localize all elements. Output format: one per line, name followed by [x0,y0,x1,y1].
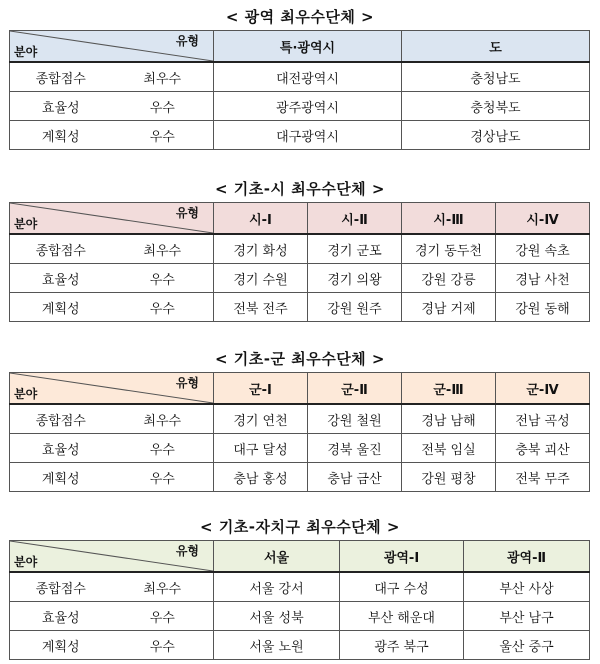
table-cell: 서울 성북 [214,602,340,631]
table-cell: 경기 화성 [214,234,308,264]
table-cell: 강원 철원 [308,404,402,434]
table-cell: 대구광역시 [214,121,402,150]
table-title-district: < 기초-자치구 최우수단체 > [200,518,400,536]
table-cell: 대구 달성 [214,434,308,463]
header-diagonal-cell [10,373,214,405]
table-cell: 경상남도 [402,121,590,150]
column-header: 시-Ⅳ [496,203,590,235]
table-cell: 광주광역시 [214,92,402,121]
table-cell: 강원 강릉 [402,264,496,293]
table-cell: 경기 수원 [214,264,308,293]
field-label: 분야 [14,387,38,401]
table-cell: 부산 사상 [464,572,590,602]
row-label: 효율성 우수 [10,92,214,121]
row-label: 계획성 우수 [10,293,214,322]
table-cell: 충청북도 [402,92,590,121]
column-header: 군-Ⅲ [402,373,496,405]
table-cell: 서울 강서 [214,572,340,602]
table-cell: 충청남도 [402,62,590,92]
type-label: 유형 [175,376,199,390]
row-label: 종합점수 최우수 [10,572,214,602]
table-cell: 경기 군포 [308,234,402,264]
table-cell: 강원 동해 [496,293,590,322]
row-label: 효율성 우수 [10,434,214,463]
table-title-city: < 기초-시 최우수단체 > [215,180,385,198]
column-header: 도 [402,31,590,63]
city-table [9,202,590,322]
table-cell: 강원 속초 [496,234,590,264]
column-header: 시-Ⅰ [214,203,308,235]
row-label: 종합점수 최우수 [10,234,214,264]
row-label: 계획성 우수 [10,121,214,150]
table-title-metro: < 광역 최우수단체 > [225,8,375,26]
column-header: 시-Ⅱ [308,203,402,235]
row-label: 효율성 우수 [10,264,214,293]
table-cell: 충남 홍성 [214,463,308,492]
table-cell: 부산 남구 [464,602,590,631]
column-header: 군-Ⅳ [496,373,590,405]
field-label: 분야 [14,555,38,569]
column-header: 서울 [214,541,340,573]
table-cell: 서울 노원 [214,631,340,660]
row-label: 종합점수 최우수 [10,62,214,92]
row-label: 계획성 우수 [10,631,214,660]
row-label: 계획성 우수 [10,463,214,492]
table-cell: 전남 곡성 [496,404,590,434]
table-cell: 대구 수성 [340,572,464,602]
column-header: 시-Ⅲ [402,203,496,235]
column-header: 특·광역시 [214,31,402,63]
table-title-county: < 기초-군 최우수단체 > [215,350,385,368]
table-cell: 경기 동두천 [402,234,496,264]
table-cell: 부산 해운대 [340,602,464,631]
table-cell: 강원 평창 [402,463,496,492]
header-diagonal-cell [10,541,214,573]
field-label: 분야 [14,45,38,59]
table-cell: 울산 중구 [464,631,590,660]
table-cell: 충남 금산 [308,463,402,492]
table-cell: 충북 괴산 [496,434,590,463]
table-cell: 경남 사천 [496,264,590,293]
type-label: 유형 [175,544,199,558]
column-header: 광역-Ⅰ [340,541,464,573]
table-cell: 대전광역시 [214,62,402,92]
table-cell: 전북 무주 [496,463,590,492]
type-label: 유형 [175,34,199,48]
metro-table [9,30,590,150]
column-header: 군-Ⅰ [214,373,308,405]
district-table [9,540,590,660]
type-label: 유형 [175,206,199,220]
county-table [9,372,590,492]
column-header: 군-Ⅱ [308,373,402,405]
table-cell: 경남 남해 [402,404,496,434]
column-header: 광역-Ⅱ [464,541,590,573]
header-diagonal-cell [10,203,214,235]
header-diagonal-cell [10,31,214,63]
table-cell: 강원 원주 [308,293,402,322]
table-cell: 전북 임실 [402,434,496,463]
row-label: 효율성 우수 [10,602,214,631]
table-cell: 전북 전주 [214,293,308,322]
table-cell: 경기 연천 [214,404,308,434]
field-label: 분야 [14,217,38,231]
table-cell: 경기 의왕 [308,264,402,293]
table-cell: 경북 울진 [308,434,402,463]
row-label: 종합점수 최우수 [10,404,214,434]
table-cell: 경남 거제 [402,293,496,322]
table-cell: 광주 북구 [340,631,464,660]
